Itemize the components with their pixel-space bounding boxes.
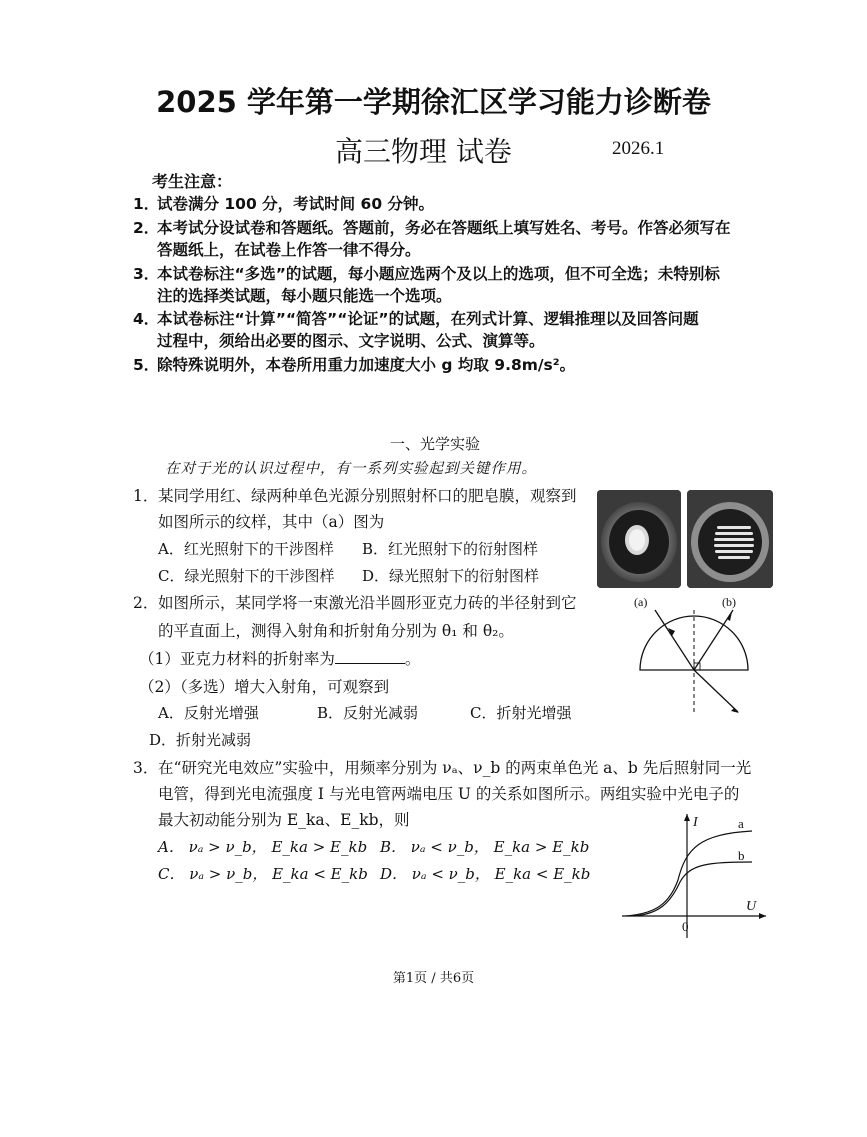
- fig-label-a: (a): [634, 595, 648, 609]
- notice-item-2-num: 2．: [133, 219, 160, 237]
- q1-line2: 如图所示的纹样，其中（a）图为: [158, 513, 385, 531]
- notice-item-1-num: 1．: [133, 195, 160, 213]
- reflected-arrow-icon: [727, 612, 732, 621]
- q2-line2: 的平直面上，测得入射角和折射角分别为 θ₁ 和 θ₂。: [158, 622, 514, 640]
- q1-option-d: D．绿光照射下的衍射图样: [362, 567, 540, 585]
- page-footer: 第1页 / 共6页: [392, 971, 475, 986]
- notice-heading: 考生注意：: [152, 172, 233, 191]
- q2-number: 2．: [133, 594, 159, 612]
- q2-sub1-suffix: 。: [404, 650, 421, 668]
- refraction-diagram: [622, 594, 762, 718]
- q1-option-c: C．绿光照射下的干涉图样: [158, 567, 335, 585]
- q3-option-b: B． νₐ < ν_b， E_ka > E_kb: [380, 838, 590, 856]
- exam-subtitle: 高三物理 试卷: [335, 135, 512, 168]
- soap-film-photo-a: [597, 490, 681, 588]
- q1-option-b: B．红光照射下的衍射图样: [362, 540, 539, 558]
- notice-list: [0, 192, 867, 372]
- q3-option-a: A． νₐ > ν_b， E_ka > E_kb: [158, 838, 368, 856]
- refracted-ray: [694, 670, 738, 712]
- q3-line3: 最大初动能分别为 E_ka、E_kb，则: [158, 811, 410, 829]
- q2-option-c: C．折射光增强: [470, 704, 572, 722]
- soap-film-photo-b: [687, 490, 773, 588]
- notice-item-2-line1: 本考试分设试卷和答题纸。答题前，务必在答题纸上填写姓名、考号。作答必须写在: [157, 219, 731, 237]
- i-axis-arrow-icon: [684, 814, 690, 821]
- q2-option-a: A．反射光增强: [158, 704, 259, 722]
- notice-item-3-line1: 本试卷标注“多选”的试题，每小题应选两个及以上的选项，但不可全选；未特别标: [157, 265, 720, 283]
- curve-a: [626, 831, 752, 916]
- origin-label: 0: [682, 919, 689, 934]
- i-axis-label: I: [693, 815, 698, 830]
- q3-option-c: C． νₐ > ν_b， E_ka < E_kb: [158, 865, 368, 883]
- fig-label-b: (b): [722, 595, 736, 609]
- notice-item-3-line2: 注的选择类试题，每小题只能选一个选项。: [157, 287, 452, 305]
- q3-option-d: D． νₐ < ν_b， E_ka < E_kb: [380, 865, 591, 883]
- notice-item-3-num: 3．: [133, 265, 160, 283]
- notice-item-1-text: 试卷满分 100 分，考试时间 60 分钟。: [157, 195, 435, 213]
- q1-number: 1．: [133, 487, 159, 505]
- notice-item-4-num: 4．: [133, 310, 160, 328]
- q2-line1: 如图所示，某同学将一束激光沿半圆形亚克力砖的半径射到它: [158, 594, 577, 612]
- u-axis-label: U: [746, 899, 757, 914]
- q2-answer-blank[interactable]: [335, 649, 405, 664]
- q3-line1: 在“研究光电效应”实验中，用频率分别为 νₐ、ν_b 的两束单色光 a、b 先后照射同一光: [158, 759, 752, 777]
- q2-sub1: [139, 647, 420, 669]
- q2-sub2: （2）（多选）增大入射角，可观察到: [139, 678, 390, 696]
- curve-b-label: b: [738, 848, 745, 863]
- q2-option-b: B．反射光减弱: [317, 704, 419, 722]
- u-axis-arrow-icon: [759, 913, 766, 919]
- curve-a-label: a: [738, 816, 744, 831]
- photoelectric-iu-graph: [620, 810, 770, 940]
- q2-sub1-prefix: （1）亚克力材料的折射率为: [139, 650, 335, 668]
- exam-date: 2026.1: [612, 138, 665, 159]
- q2-option-d: D．折射光减弱: [149, 731, 252, 749]
- section-intro: 在对于光的认识过程中，有一系列实验起到关键作用。: [165, 461, 537, 477]
- notice-item-4-line2: 过程中，须给出必要的图示、文字说明、公式、演算等。: [157, 332, 545, 350]
- q1-line1: 某同学用红、绿两种单色光源分别照射杯口的肥皂膜，观察到: [158, 487, 577, 505]
- notice-item-2-line2: 答题纸上，在试卷上作答一律不得分。: [157, 241, 421, 259]
- curve-b: [634, 862, 752, 916]
- q3-number: 3．: [133, 759, 159, 777]
- exam-title: 2025 学年第一学期徐汇区学习能力诊断卷: [156, 85, 711, 119]
- notice-item-4-line1: 本试卷标注“计算”“简答”“论证”的试题，在列式计算、逻辑推理以及回答问题: [157, 310, 699, 328]
- q3-line2: 电管，得到光电流强度 I 与光电管两端电压 U 的关系如图所示。两组实验中光电子的: [158, 785, 740, 803]
- notice-item-5-num: 5．: [133, 356, 160, 374]
- q1-option-a: A．红光照射下的干涉图样: [158, 540, 334, 558]
- section-heading: 一、光学实验: [390, 435, 481, 453]
- notice-item-5-text: 除特殊说明外，本卷所用重力加速度大小 g 均取 9.8m/s²。: [157, 356, 576, 374]
